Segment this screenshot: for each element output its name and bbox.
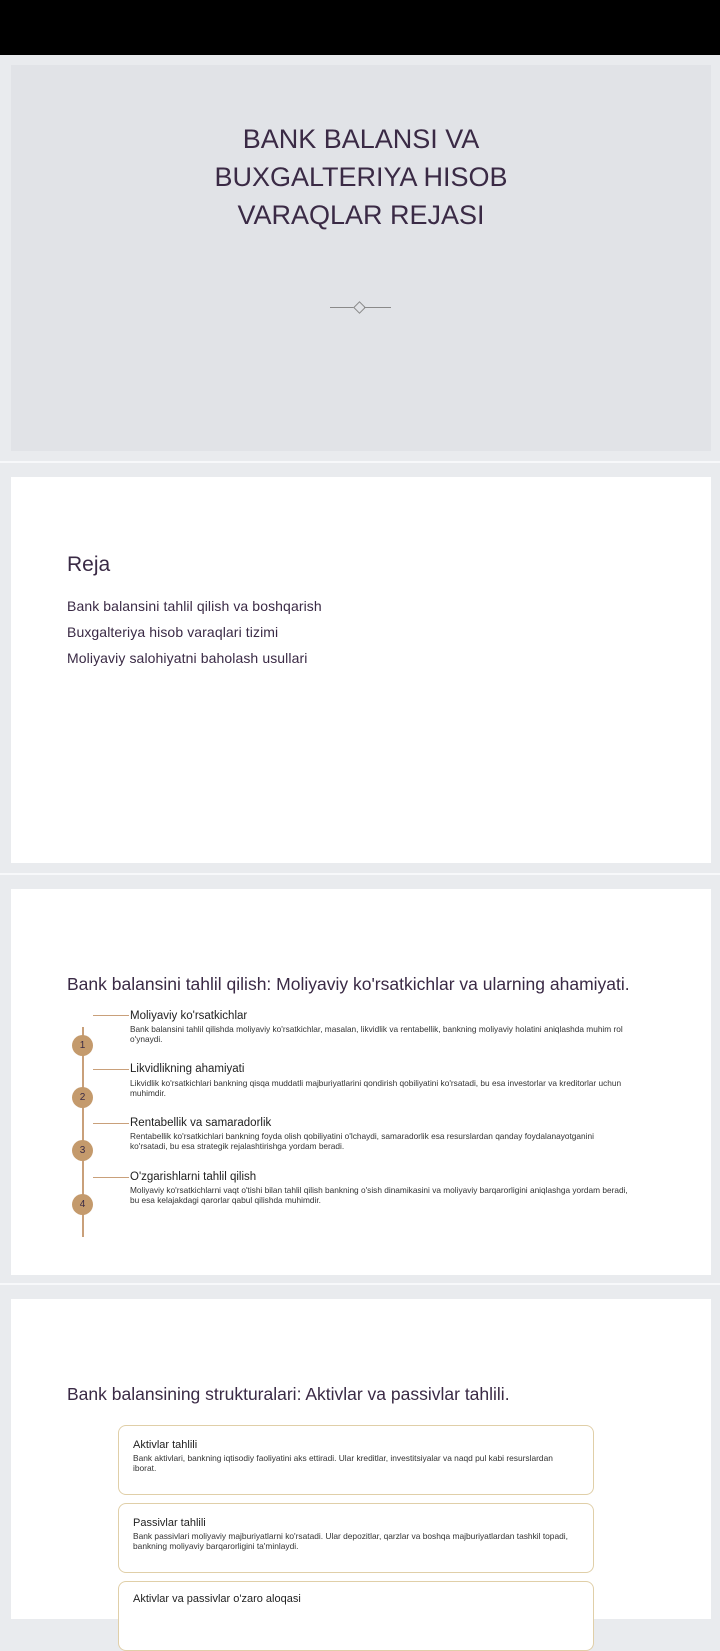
timeline-branch xyxy=(93,1069,129,1070)
slide-separator xyxy=(0,1283,720,1285)
step-description: Bank balansini tahlil qilishda moliyaviy ko'rsatkichlar, masalan, likvidlik va rentabellik, bankning moliyaviy holatini aniqlashda muhim rol o'ynaydi. xyxy=(130,1024,623,1044)
timeline-branch xyxy=(93,1177,129,1178)
presentation-title xyxy=(11,120,711,234)
slide-separator xyxy=(0,461,720,463)
plan-item: Moliyaviy salohiyatni baholash usullari xyxy=(67,650,308,666)
plan-item: Buxgalteriya hisob varaqlari tizimi xyxy=(67,624,279,640)
card-description: Bank aktivlari, bankning iqtisodiy faoliyatini aks ettiradi. Ular kreditlar, investitsiyalar va naqd pul kabi resurslardan iborat. xyxy=(133,1453,553,1473)
step-number-badge: 1 xyxy=(72,1035,93,1056)
divider-left xyxy=(330,307,355,308)
step-number-badge: 3 xyxy=(72,1140,93,1161)
card-heading: Aktivlar tahlili xyxy=(133,1439,198,1451)
slide-heading: Bank balansining strukturalari: Aktivlar va passivlar tahlili. xyxy=(67,1384,510,1404)
card-heading: Passivlar tahlili xyxy=(133,1517,206,1529)
step-description: Likvidlik ko'rsatkichlari bankning qisqa muddatli majburiyatlarini qondirish qobiliyatini ko'rsatadi, bu esa investorlar va kreditorlar uchun muhimdir. xyxy=(130,1078,622,1098)
step-heading: Likvidlikning ahamiyati xyxy=(130,1063,245,1075)
divider-right xyxy=(364,307,391,308)
title-line: BUXGALTERIYA HISOB xyxy=(214,162,508,192)
step-heading: O'zgarishlarni tahlil qilish xyxy=(130,1171,257,1183)
slide-separator xyxy=(0,873,720,875)
timeline-branch xyxy=(93,1123,129,1124)
card-description: Bank passivlari moliyaviy majburiyatlarni ko'rsatadi. Ular depozitlar, qarzlar va boshqa majburiyatlardan tashkil topadi, bankning moliyaviy barqarorligini ta'minlaydi. xyxy=(133,1531,568,1551)
step-description: Moliyaviy ko'rsatkichlarni vaqt o'tishi bilan tahlil qilish bankning o'sish dinamikasini va moliyaviy barqarorligini aniqlashga yordam beradi, bu esa kelajakdagi qarorlar qabul qilishda muhimdir. xyxy=(130,1185,628,1205)
step-description: Rentabellik ko'rsatkichlari bankning foyda olish qobiliyatini o'lchaydi, samaradorlik esa resurslardan qanday foydalanayotganini ko'rsatadi, bu esa strategik rejalashtirishga yordam beradi. xyxy=(130,1131,594,1151)
card-heading: Aktivlar va passivlar o'zaro aloqasi xyxy=(133,1593,301,1605)
slide-heading: Bank balansini tahlil qilish: Moliyaviy ko'rsatkichlar va ularning ahamiyati. xyxy=(67,974,630,994)
step-number-badge: 4 xyxy=(72,1194,93,1215)
slide-title[interactable] xyxy=(11,65,711,451)
title-line: VARAQLAR REJASI xyxy=(237,200,485,230)
slide-plan[interactable] xyxy=(11,477,711,863)
step-heading: Moliyaviy ko'rsatkichlar xyxy=(130,1010,248,1022)
status-bar xyxy=(0,0,720,55)
slide-structure[interactable] xyxy=(11,1299,711,1619)
step-heading: Rentabellik va samaradorlik xyxy=(130,1117,272,1129)
info-card xyxy=(118,1503,594,1573)
step-number-badge: 2 xyxy=(72,1087,93,1108)
info-card xyxy=(118,1581,594,1651)
title-line: BANK BALANSI VA xyxy=(242,124,480,154)
timeline-branch xyxy=(93,1015,129,1016)
info-card xyxy=(118,1425,594,1495)
plan-title: Reja xyxy=(67,553,111,576)
plan-item: Bank balansini tahlil qilish va boshqarish xyxy=(67,598,322,614)
slide-indicators[interactable] xyxy=(11,889,711,1275)
